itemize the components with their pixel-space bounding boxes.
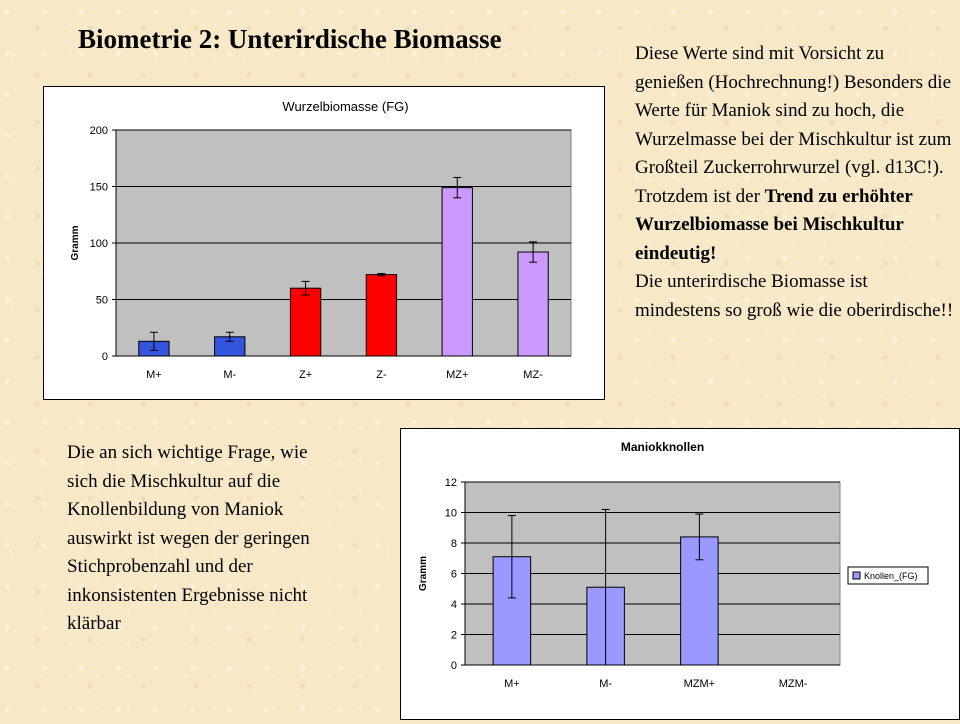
y-tick-label: 4 — [450, 599, 457, 611]
y-tick-label: 6 — [450, 568, 457, 581]
y-tick-label: 50 — [95, 294, 108, 307]
cassava-tuber-chart-svg — [401, 429, 959, 719]
chart-title: Maniokknollen — [620, 440, 705, 454]
y-axis-label: Gramm — [70, 225, 81, 261]
x-tick-label-MZ+: MZ+ — [446, 369, 469, 381]
note-right-caution: Diese Werte sind mit Vorsicht zu genießen (Hochrechnung!) Besonders die Werte für Maniok sind zu hoch, die Wurzelmasse bei der Mischkultur ist zum Großteil Zuckerrohrwurzel (vgl. d13C!). — [635, 43, 952, 178]
x-tick-label-M-: M- — [223, 369, 237, 381]
x-tick-label-M+: M+ — [504, 678, 520, 690]
y-tick-label: 10 — [444, 507, 457, 520]
page-title: Biometrie 2: Unterirdische Biomasse — [78, 24, 502, 54]
legend-swatch — [853, 572, 860, 579]
y-tick-label: 200 — [89, 125, 108, 137]
x-tick-label-M+: M+ — [146, 369, 162, 381]
chart-title: Wurzelbiomasse (FG) — [282, 99, 409, 114]
note-left: Die an sich wichtige Frage, wie sich die Mischkultur auf die Knollenbildung von Maniok auswirkt ist wegen der geringen Stichprobenzahl und der inkonsistenten Ergebnisse nicht klärbar — [67, 442, 310, 634]
y-tick-label: 8 — [450, 538, 457, 550]
legend-label: Knollen_(FG) — [864, 571, 918, 581]
y-tick-label: 0 — [101, 351, 108, 363]
y-tick-label: 2 — [450, 629, 457, 642]
x-tick-label-Z+: Z+ — [299, 369, 313, 381]
y-tick-label: 12 — [444, 477, 457, 489]
x-tick-label-MZM-: MZM- — [778, 678, 808, 690]
note-right-trend-bold: Trend zu erhöhter Wurzelbiomasse bei Mischkultur eindeutig! — [635, 185, 913, 264]
bar-MZ- — [518, 252, 548, 356]
root-biomass-chart-svg — [44, 87, 604, 399]
bar-MZ+ — [442, 188, 472, 356]
x-tick-label-M-: M- — [599, 678, 613, 690]
y-tick-label: 100 — [89, 238, 108, 250]
cassava-tuber-chart — [400, 428, 960, 720]
note-right-biomass: Die unterirdische Biomasse ist mindestens so groß wie die oberirdische!! — [635, 271, 954, 321]
y-tick-label: 0 — [450, 660, 457, 672]
x-tick-label-MZ-: MZ- — [523, 369, 543, 381]
x-tick-label-Z-: Z- — [376, 369, 387, 381]
bar-Z- — [366, 275, 396, 356]
x-tick-label-MZM+: MZM+ — [683, 678, 716, 690]
y-tick-label: 150 — [89, 181, 108, 194]
note-right-trend-prefix: Trotzdem ist der — [635, 185, 765, 207]
bar-Z+ — [290, 288, 320, 356]
note-right — [635, 40, 955, 325]
y-axis-label: Gramm — [418, 555, 429, 592]
root-biomass-chart — [43, 86, 605, 400]
